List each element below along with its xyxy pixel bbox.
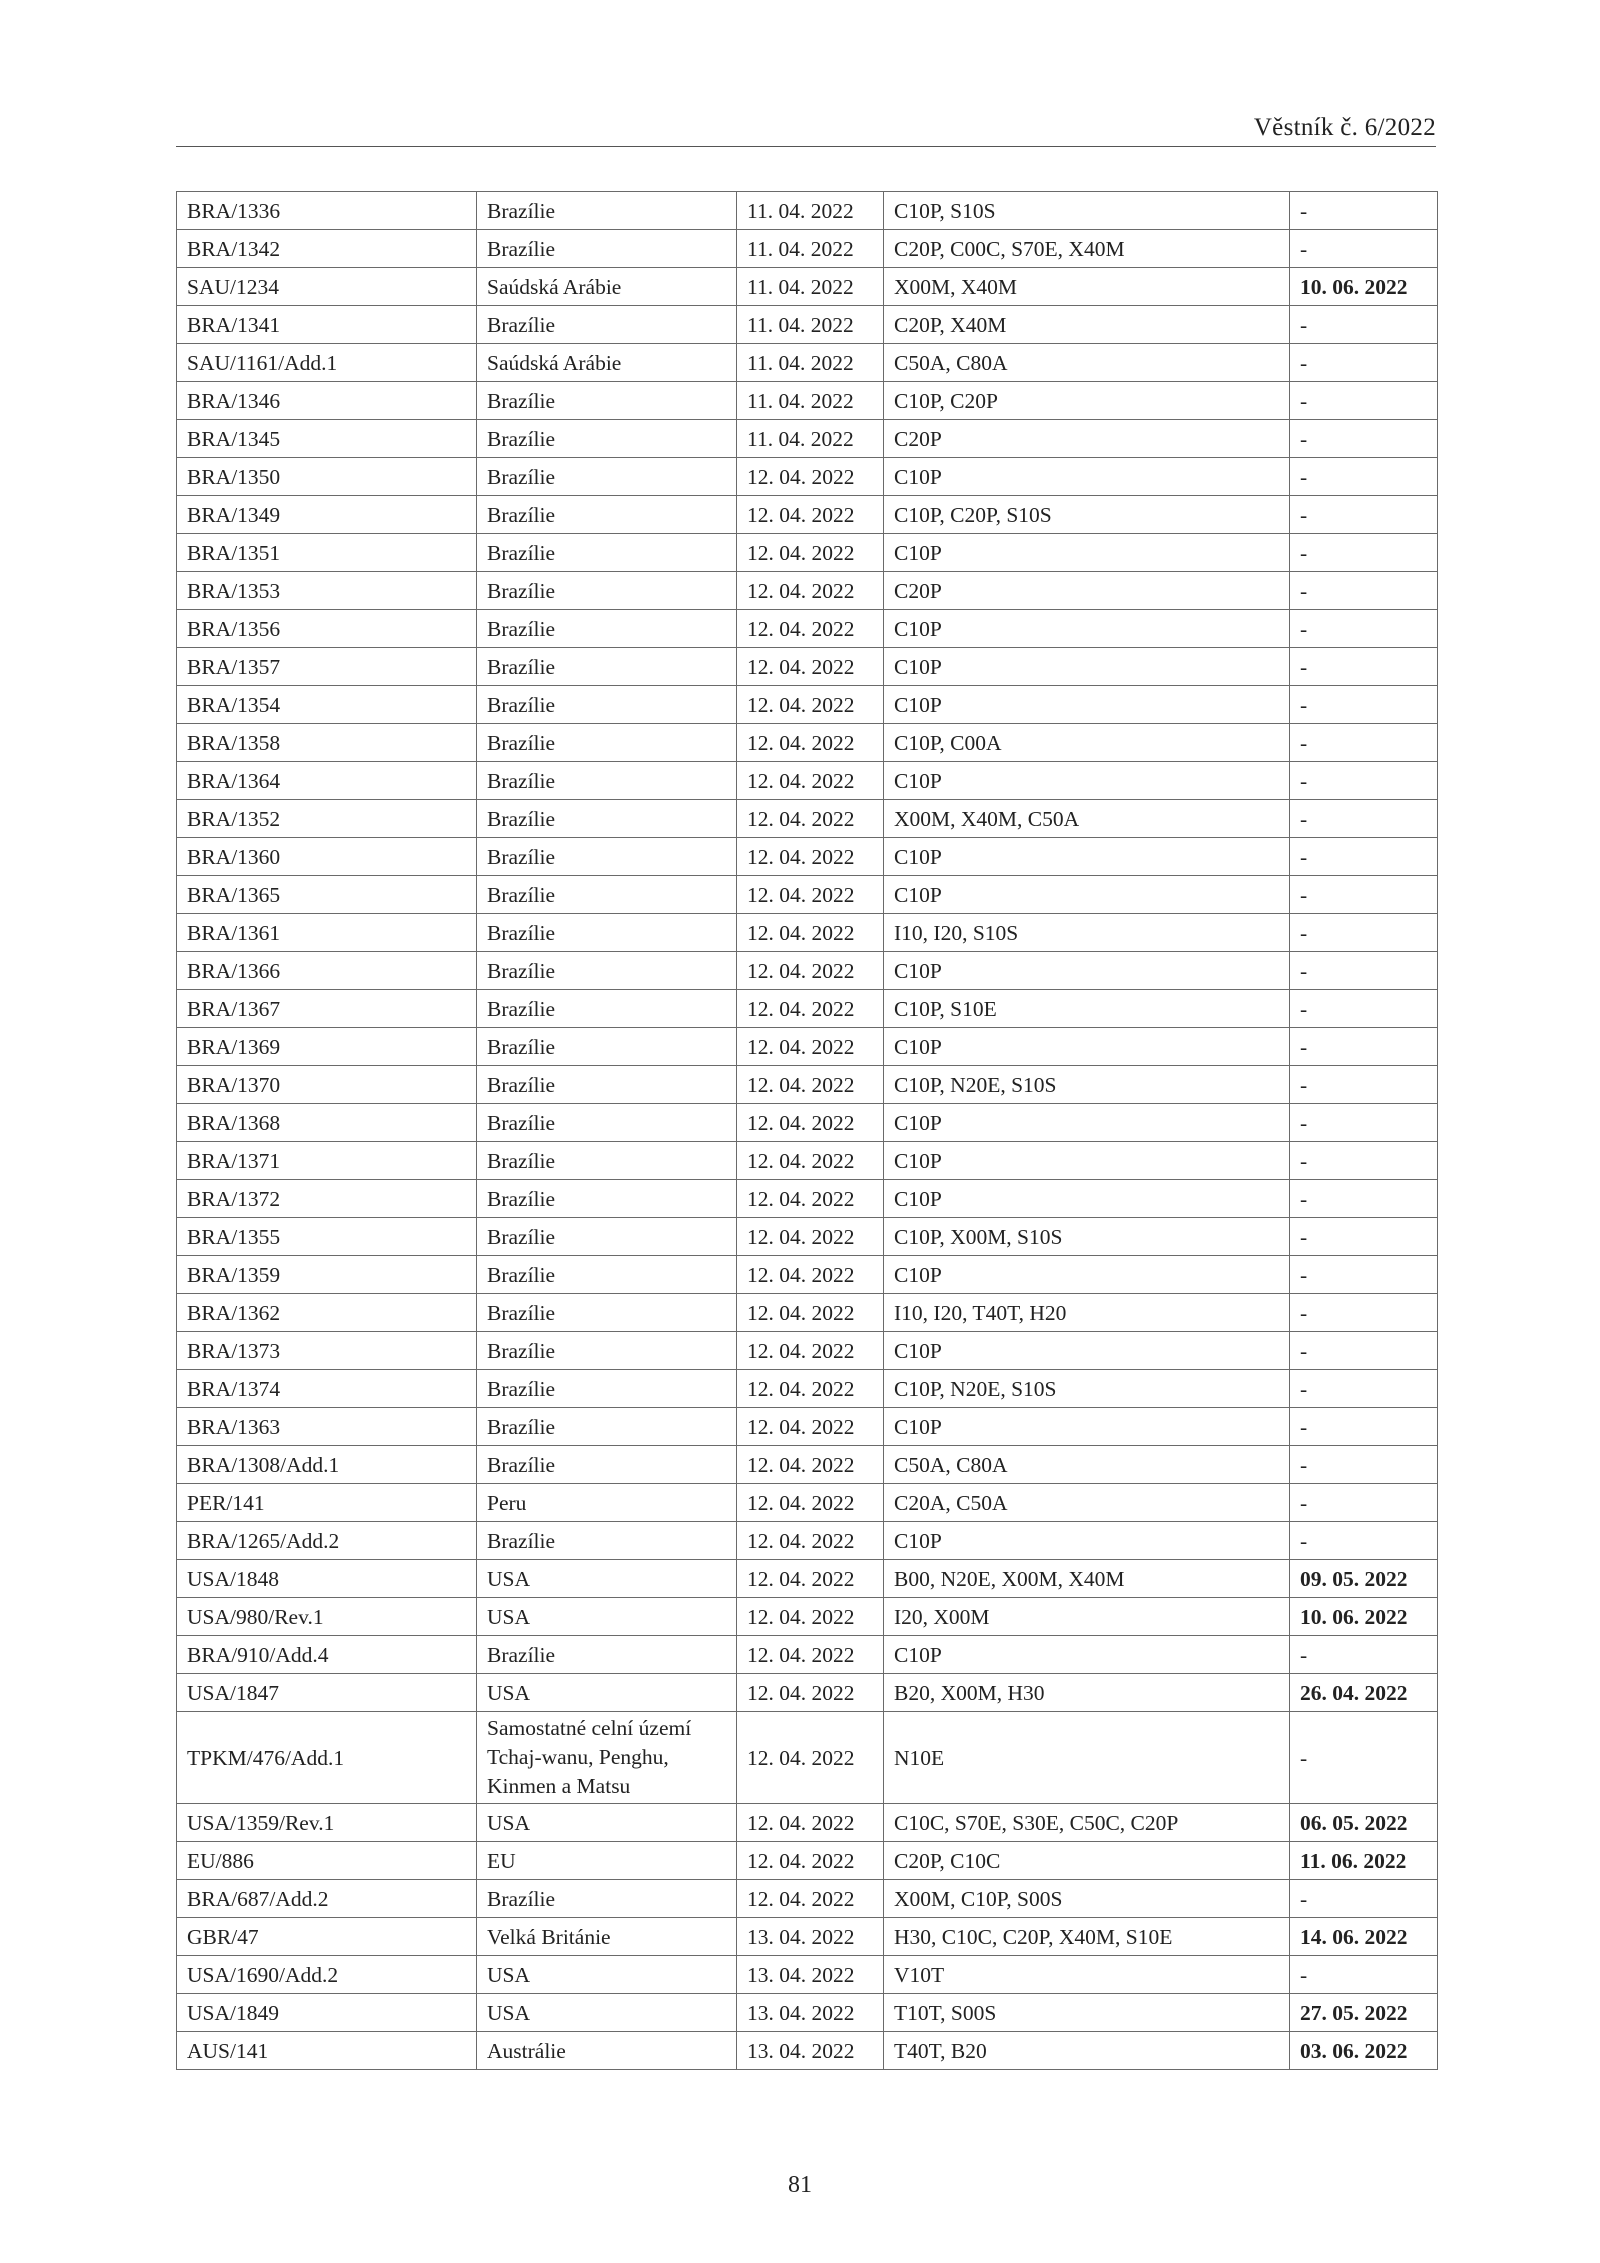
cell-deadline: - [1290,1446,1438,1484]
cell-notification-id: BRA/1360 [177,838,477,876]
cell-codes: X00M, C10P, S00S [884,1880,1290,1918]
cell-notification-id: EU/886 [177,1842,477,1880]
cell-notification-id: BRA/1350 [177,458,477,496]
cell-notification-id: BRA/1349 [177,496,477,534]
table-row [177,648,1438,686]
cell-country: Brazílie [477,1408,737,1446]
cell-notification-id: USA/1690/Add.2 [177,1956,477,1994]
cell-notification-id: GBR/47 [177,1918,477,1956]
cell-codes: X00M, X40M, C50A [884,800,1290,838]
cell-country: Brazílie [477,1636,737,1674]
cell-codes: C10P, C20P [884,382,1290,420]
cell-notification-id: BRA/687/Add.2 [177,1880,477,1918]
cell-date: 12. 04. 2022 [737,1370,884,1408]
table-row [177,1408,1438,1446]
cell-deadline: - [1290,1370,1438,1408]
cell-notification-id: USA/1849 [177,1994,477,2032]
cell-country: Brazílie [477,1142,737,1180]
cell-country: Brazílie [477,1294,737,1332]
cell-country: Brazílie [477,610,737,648]
table-row [177,572,1438,610]
cell-codes: C20A, C50A [884,1484,1290,1522]
cell-date: 12. 04. 2022 [737,534,884,572]
cell-date: 12. 04. 2022 [737,1598,884,1636]
cell-codes: C10P [884,952,1290,990]
cell-date: 12. 04. 2022 [737,990,884,1028]
cell-country: USA [477,1674,737,1712]
cell-codes: T10T, S00S [884,1994,1290,2032]
cell-notification-id: PER/141 [177,1484,477,1522]
cell-country: Brazílie [477,990,737,1028]
cell-date: 11. 04. 2022 [737,268,884,306]
cell-codes: C20P, C00C, S70E, X40M [884,230,1290,268]
table-row [177,1598,1438,1636]
cell-date: 12. 04. 2022 [737,496,884,534]
cell-codes: C10P [884,686,1290,724]
cell-date: 13. 04. 2022 [737,1956,884,1994]
cell-notification-id: BRA/1341 [177,306,477,344]
table-row [177,838,1438,876]
cell-date: 13. 04. 2022 [737,2032,884,2070]
cell-deadline: - [1290,1294,1438,1332]
cell-codes: C10P [884,762,1290,800]
cell-country: Brazílie [477,306,737,344]
cell-notification-id: AUS/141 [177,2032,477,2070]
cell-notification-id: BRA/1362 [177,1294,477,1332]
cell-notification-id: BRA/1358 [177,724,477,762]
cell-deadline: - [1290,838,1438,876]
cell-notification-id: BRA/1374 [177,1370,477,1408]
cell-country: Brazílie [477,534,737,572]
cell-codes: C10C, S70E, S30E, C50C, C20P [884,1804,1290,1842]
cell-country: Brazílie [477,1332,737,1370]
page-header [176,112,1436,147]
table-row [177,1370,1438,1408]
table-row [177,610,1438,648]
cell-notification-id: BRA/1336 [177,192,477,230]
cell-codes: C50A, C80A [884,344,1290,382]
cell-country: Saúdská Arábie [477,344,737,382]
cell-notification-id: BRA/1354 [177,686,477,724]
cell-date: 12. 04. 2022 [737,610,884,648]
cell-codes: C10P [884,1332,1290,1370]
cell-country: Brazílie [477,1880,737,1918]
table-row [177,1104,1438,1142]
cell-country: Brazílie [477,914,737,952]
cell-country: Brazílie [477,496,737,534]
cell-codes: T40T, B20 [884,2032,1290,2070]
cell-deadline: - [1290,344,1438,382]
cell-date: 11. 04. 2022 [737,382,884,420]
table-row [177,1446,1438,1484]
table-row [177,1918,1438,1956]
cell-country: Austrálie [477,2032,737,2070]
cell-codes: C10P, N20E, S10S [884,1066,1290,1104]
cell-notification-id: BRA/1342 [177,230,477,268]
cell-codes: H30, C10C, C20P, X40M, S10E [884,1918,1290,1956]
table-row [177,1956,1438,1994]
table-row [177,2032,1438,2070]
cell-date: 12. 04. 2022 [737,1484,884,1522]
cell-country: Brazílie [477,572,737,610]
cell-deadline: - [1290,648,1438,686]
cell-country: Samostatné celní území Tchaj-wanu, Penghu, Kinmen a Matsu [477,1712,737,1804]
table-row [177,1256,1438,1294]
cell-country: Brazílie [477,230,737,268]
cell-notification-id: TPKM/476/Add.1 [177,1712,477,1804]
cell-deadline: - [1290,458,1438,496]
table-row [177,990,1438,1028]
cell-notification-id: USA/1847 [177,1674,477,1712]
cell-date: 12. 04. 2022 [737,1294,884,1332]
cell-notification-id: BRA/1366 [177,952,477,990]
cell-deadline: - [1290,382,1438,420]
cell-country: Brazílie [477,382,737,420]
cell-deadline: 03. 06. 2022 [1290,2032,1438,2070]
cell-notification-id: USA/1359/Rev.1 [177,1804,477,1842]
table-row [177,952,1438,990]
cell-date: 12. 04. 2022 [737,876,884,914]
cell-codes: C10P, C20P, S10S [884,496,1290,534]
cell-deadline: 09. 05. 2022 [1290,1560,1438,1598]
cell-deadline: - [1290,1332,1438,1370]
cell-date: 11. 04. 2022 [737,230,884,268]
cell-date: 12. 04. 2022 [737,1446,884,1484]
cell-notification-id: BRA/1308/Add.1 [177,1446,477,1484]
cell-country: Brazílie [477,420,737,458]
table-row [177,724,1438,762]
cell-codes: C10P [884,876,1290,914]
cell-codes: C10P [884,838,1290,876]
cell-codes: C10P [884,1256,1290,1294]
table-row [177,382,1438,420]
cell-codes: C10P [884,1142,1290,1180]
cell-deadline: - [1290,1712,1438,1804]
cell-deadline: - [1290,1066,1438,1104]
cell-deadline: - [1290,230,1438,268]
cell-date: 12. 04. 2022 [737,1066,884,1104]
cell-notification-id: BRA/1365 [177,876,477,914]
cell-codes: N10E [884,1712,1290,1804]
cell-codes: C20P [884,572,1290,610]
cell-codes: C10P, N20E, S10S [884,1370,1290,1408]
table-row [177,1294,1438,1332]
table-row [177,1028,1438,1066]
cell-deadline: - [1290,1180,1438,1218]
cell-date: 12. 04. 2022 [737,1408,884,1446]
cell-deadline: - [1290,1484,1438,1522]
cell-deadline: 10. 06. 2022 [1290,1598,1438,1636]
table-row [177,458,1438,496]
cell-country: USA [477,1956,737,1994]
table-row [177,230,1438,268]
cell-date: 12. 04. 2022 [737,800,884,838]
cell-deadline: - [1290,1956,1438,1994]
cell-date: 12. 04. 2022 [737,1256,884,1294]
cell-date: 12. 04. 2022 [737,952,884,990]
cell-date: 12. 04. 2022 [737,1180,884,1218]
cell-country: Brazílie [477,724,737,762]
cell-deadline: - [1290,952,1438,990]
cell-country: Brazílie [477,686,737,724]
cell-codes: C10P [884,1636,1290,1674]
cell-deadline: 27. 05. 2022 [1290,1994,1438,2032]
table-row [177,914,1438,952]
cell-date: 12. 04. 2022 [737,1522,884,1560]
cell-date: 12. 04. 2022 [737,1842,884,1880]
table-row [177,1332,1438,1370]
cell-date: 12. 04. 2022 [737,1028,884,1066]
cell-country: Brazílie [477,192,737,230]
cell-deadline: - [1290,192,1438,230]
cell-deadline: - [1290,686,1438,724]
cell-country: Brazílie [477,458,737,496]
cell-notification-id: BRA/1373 [177,1332,477,1370]
cell-date: 12. 04. 2022 [737,724,884,762]
cell-country: EU [477,1842,737,1880]
cell-date: 12. 04. 2022 [737,1142,884,1180]
table-row [177,762,1438,800]
cell-notification-id: BRA/1371 [177,1142,477,1180]
cell-date: 12. 04. 2022 [737,458,884,496]
cell-date: 12. 04. 2022 [737,838,884,876]
page-number: 81 [788,2172,812,2198]
cell-codes: C10P, S10E [884,990,1290,1028]
cell-deadline: - [1290,1142,1438,1180]
cell-country: Brazílie [477,800,737,838]
cell-date: 12. 04. 2022 [737,1560,884,1598]
cell-notification-id: BRA/1353 [177,572,477,610]
cell-deadline: - [1290,1522,1438,1560]
notifications-table-body [177,192,1438,2070]
cell-country: Brazílie [477,1370,737,1408]
cell-country: Brazílie [477,1256,737,1294]
cell-codes: B20, X00M, H30 [884,1674,1290,1712]
cell-deadline: - [1290,800,1438,838]
cell-deadline: 11. 06. 2022 [1290,1842,1438,1880]
cell-deadline: - [1290,762,1438,800]
cell-codes: I10, I20, T40T, H20 [884,1294,1290,1332]
cell-notification-id: BRA/1368 [177,1104,477,1142]
cell-codes: C10P [884,1408,1290,1446]
cell-country: Brazílie [477,1180,737,1218]
table-row [177,1880,1438,1918]
cell-country: USA [477,1598,737,1636]
cell-codes: C10P, X00M, S10S [884,1218,1290,1256]
cell-deadline: 10. 06. 2022 [1290,268,1438,306]
cell-notification-id: USA/980/Rev.1 [177,1598,477,1636]
table-row [177,534,1438,572]
table-row [177,1712,1438,1804]
cell-date: 12. 04. 2022 [737,686,884,724]
cell-date: 12. 04. 2022 [737,1636,884,1674]
cell-country: Brazílie [477,1028,737,1066]
cell-deadline: - [1290,1104,1438,1142]
cell-deadline: - [1290,914,1438,952]
cell-codes: I20, X00M [884,1598,1290,1636]
cell-deadline: - [1290,306,1438,344]
cell-codes: C50A, C80A [884,1446,1290,1484]
cell-country: Brazílie [477,1446,737,1484]
cell-country: USA [477,1804,737,1842]
cell-country: Brazílie [477,1218,737,1256]
cell-date: 12. 04. 2022 [737,648,884,686]
cell-country: Brazílie [477,876,737,914]
table-row [177,876,1438,914]
cell-codes: X00M, X40M [884,268,1290,306]
cell-deadline: - [1290,534,1438,572]
cell-date: 12. 04. 2022 [737,1104,884,1142]
table-row [177,1636,1438,1674]
cell-deadline: - [1290,1256,1438,1294]
cell-country: USA [477,1560,737,1598]
cell-codes: C10P [884,1522,1290,1560]
table-row [177,192,1438,230]
cell-date: 12. 04. 2022 [737,1218,884,1256]
cell-date: 12. 04. 2022 [737,1674,884,1712]
cell-deadline: - [1290,1028,1438,1066]
table-row [177,496,1438,534]
cell-country: Saúdská Arábie [477,268,737,306]
cell-notification-id: BRA/1359 [177,1256,477,1294]
table-row [177,1804,1438,1842]
table-row [177,1842,1438,1880]
cell-codes: C10P, C00A [884,724,1290,762]
cell-deadline: - [1290,1880,1438,1918]
cell-date: 11. 04. 2022 [737,420,884,458]
table-row [177,686,1438,724]
cell-codes: C10P [884,1180,1290,1218]
cell-notification-id: BRA/1355 [177,1218,477,1256]
cell-deadline: - [1290,876,1438,914]
cell-codes: B00, N20E, X00M, X40M [884,1560,1290,1598]
cell-deadline: - [1290,1636,1438,1674]
cell-deadline: - [1290,990,1438,1028]
table-row [177,268,1438,306]
cell-country: Brazílie [477,762,737,800]
cell-date: 12. 04. 2022 [737,1712,884,1804]
notifications-table [176,191,1438,2070]
cell-country: Brazílie [477,1104,737,1142]
cell-date: 12. 04. 2022 [737,1880,884,1918]
cell-date: 11. 04. 2022 [737,344,884,382]
cell-date: 12. 04. 2022 [737,762,884,800]
table-row [177,1484,1438,1522]
cell-codes: C10P [884,534,1290,572]
cell-date: 12. 04. 2022 [737,572,884,610]
cell-date: 13. 04. 2022 [737,1994,884,2032]
cell-country: Brazílie [477,1522,737,1560]
cell-date: 12. 04. 2022 [737,914,884,952]
cell-codes: V10T [884,1956,1290,1994]
cell-notification-id: SAU/1234 [177,268,477,306]
cell-codes: C20P [884,420,1290,458]
cell-codes: I10, I20, S10S [884,914,1290,952]
table-row [177,420,1438,458]
cell-deadline: 14. 06. 2022 [1290,1918,1438,1956]
cell-codes: C10P [884,610,1290,648]
bulletin-title: Věstník č. 6/2022 [1253,114,1436,141]
cell-deadline: - [1290,724,1438,762]
cell-deadline: 26. 04. 2022 [1290,1674,1438,1712]
cell-codes: C20P, C10C [884,1842,1290,1880]
cell-date: 12. 04. 2022 [737,1804,884,1842]
table-row [177,1180,1438,1218]
cell-deadline: - [1290,420,1438,458]
cell-notification-id: BRA/1345 [177,420,477,458]
cell-notification-id: BRA/1351 [177,534,477,572]
cell-codes: C20P, X40M [884,306,1290,344]
cell-country: Brazílie [477,648,737,686]
cell-notification-id: BRA/910/Add.4 [177,1636,477,1674]
cell-notification-id: BRA/1346 [177,382,477,420]
cell-country: Brazílie [477,1066,737,1104]
cell-country: Velká Británie [477,1918,737,1956]
cell-codes: C10P [884,458,1290,496]
cell-notification-id: BRA/1363 [177,1408,477,1446]
cell-notification-id: BRA/1364 [177,762,477,800]
cell-date: 11. 04. 2022 [737,192,884,230]
table-row [177,1994,1438,2032]
cell-codes: C10P, S10S [884,192,1290,230]
cell-notification-id: BRA/1265/Add.2 [177,1522,477,1560]
cell-notification-id: SAU/1161/Add.1 [177,344,477,382]
cell-codes: C10P [884,648,1290,686]
table-row [177,1674,1438,1712]
cell-deadline: 06. 05. 2022 [1290,1804,1438,1842]
cell-deadline: - [1290,610,1438,648]
table-row [177,1218,1438,1256]
cell-notification-id: BRA/1372 [177,1180,477,1218]
cell-date: 13. 04. 2022 [737,1918,884,1956]
table-row [177,306,1438,344]
table-row [177,800,1438,838]
cell-notification-id: BRA/1356 [177,610,477,648]
cell-notification-id: BRA/1361 [177,914,477,952]
cell-notification-id: BRA/1352 [177,800,477,838]
cell-deadline: - [1290,496,1438,534]
cell-codes: C10P [884,1028,1290,1066]
cell-country: Peru [477,1484,737,1522]
table-row [177,1522,1438,1560]
cell-notification-id: BRA/1369 [177,1028,477,1066]
cell-notification-id: BRA/1370 [177,1066,477,1104]
table-row [177,1560,1438,1598]
cell-notification-id: BRA/1367 [177,990,477,1028]
table-row [177,1066,1438,1104]
cell-deadline: - [1290,1408,1438,1446]
cell-country: Brazílie [477,838,737,876]
table-row [177,1142,1438,1180]
cell-deadline: - [1290,572,1438,610]
cell-deadline: - [1290,1218,1438,1256]
cell-codes: C10P [884,1104,1290,1142]
cell-country: USA [477,1994,737,2032]
cell-notification-id: USA/1848 [177,1560,477,1598]
cell-date: 12. 04. 2022 [737,1332,884,1370]
cell-country: Brazílie [477,952,737,990]
cell-date: 11. 04. 2022 [737,306,884,344]
table-row [177,344,1438,382]
cell-notification-id: BRA/1357 [177,648,477,686]
